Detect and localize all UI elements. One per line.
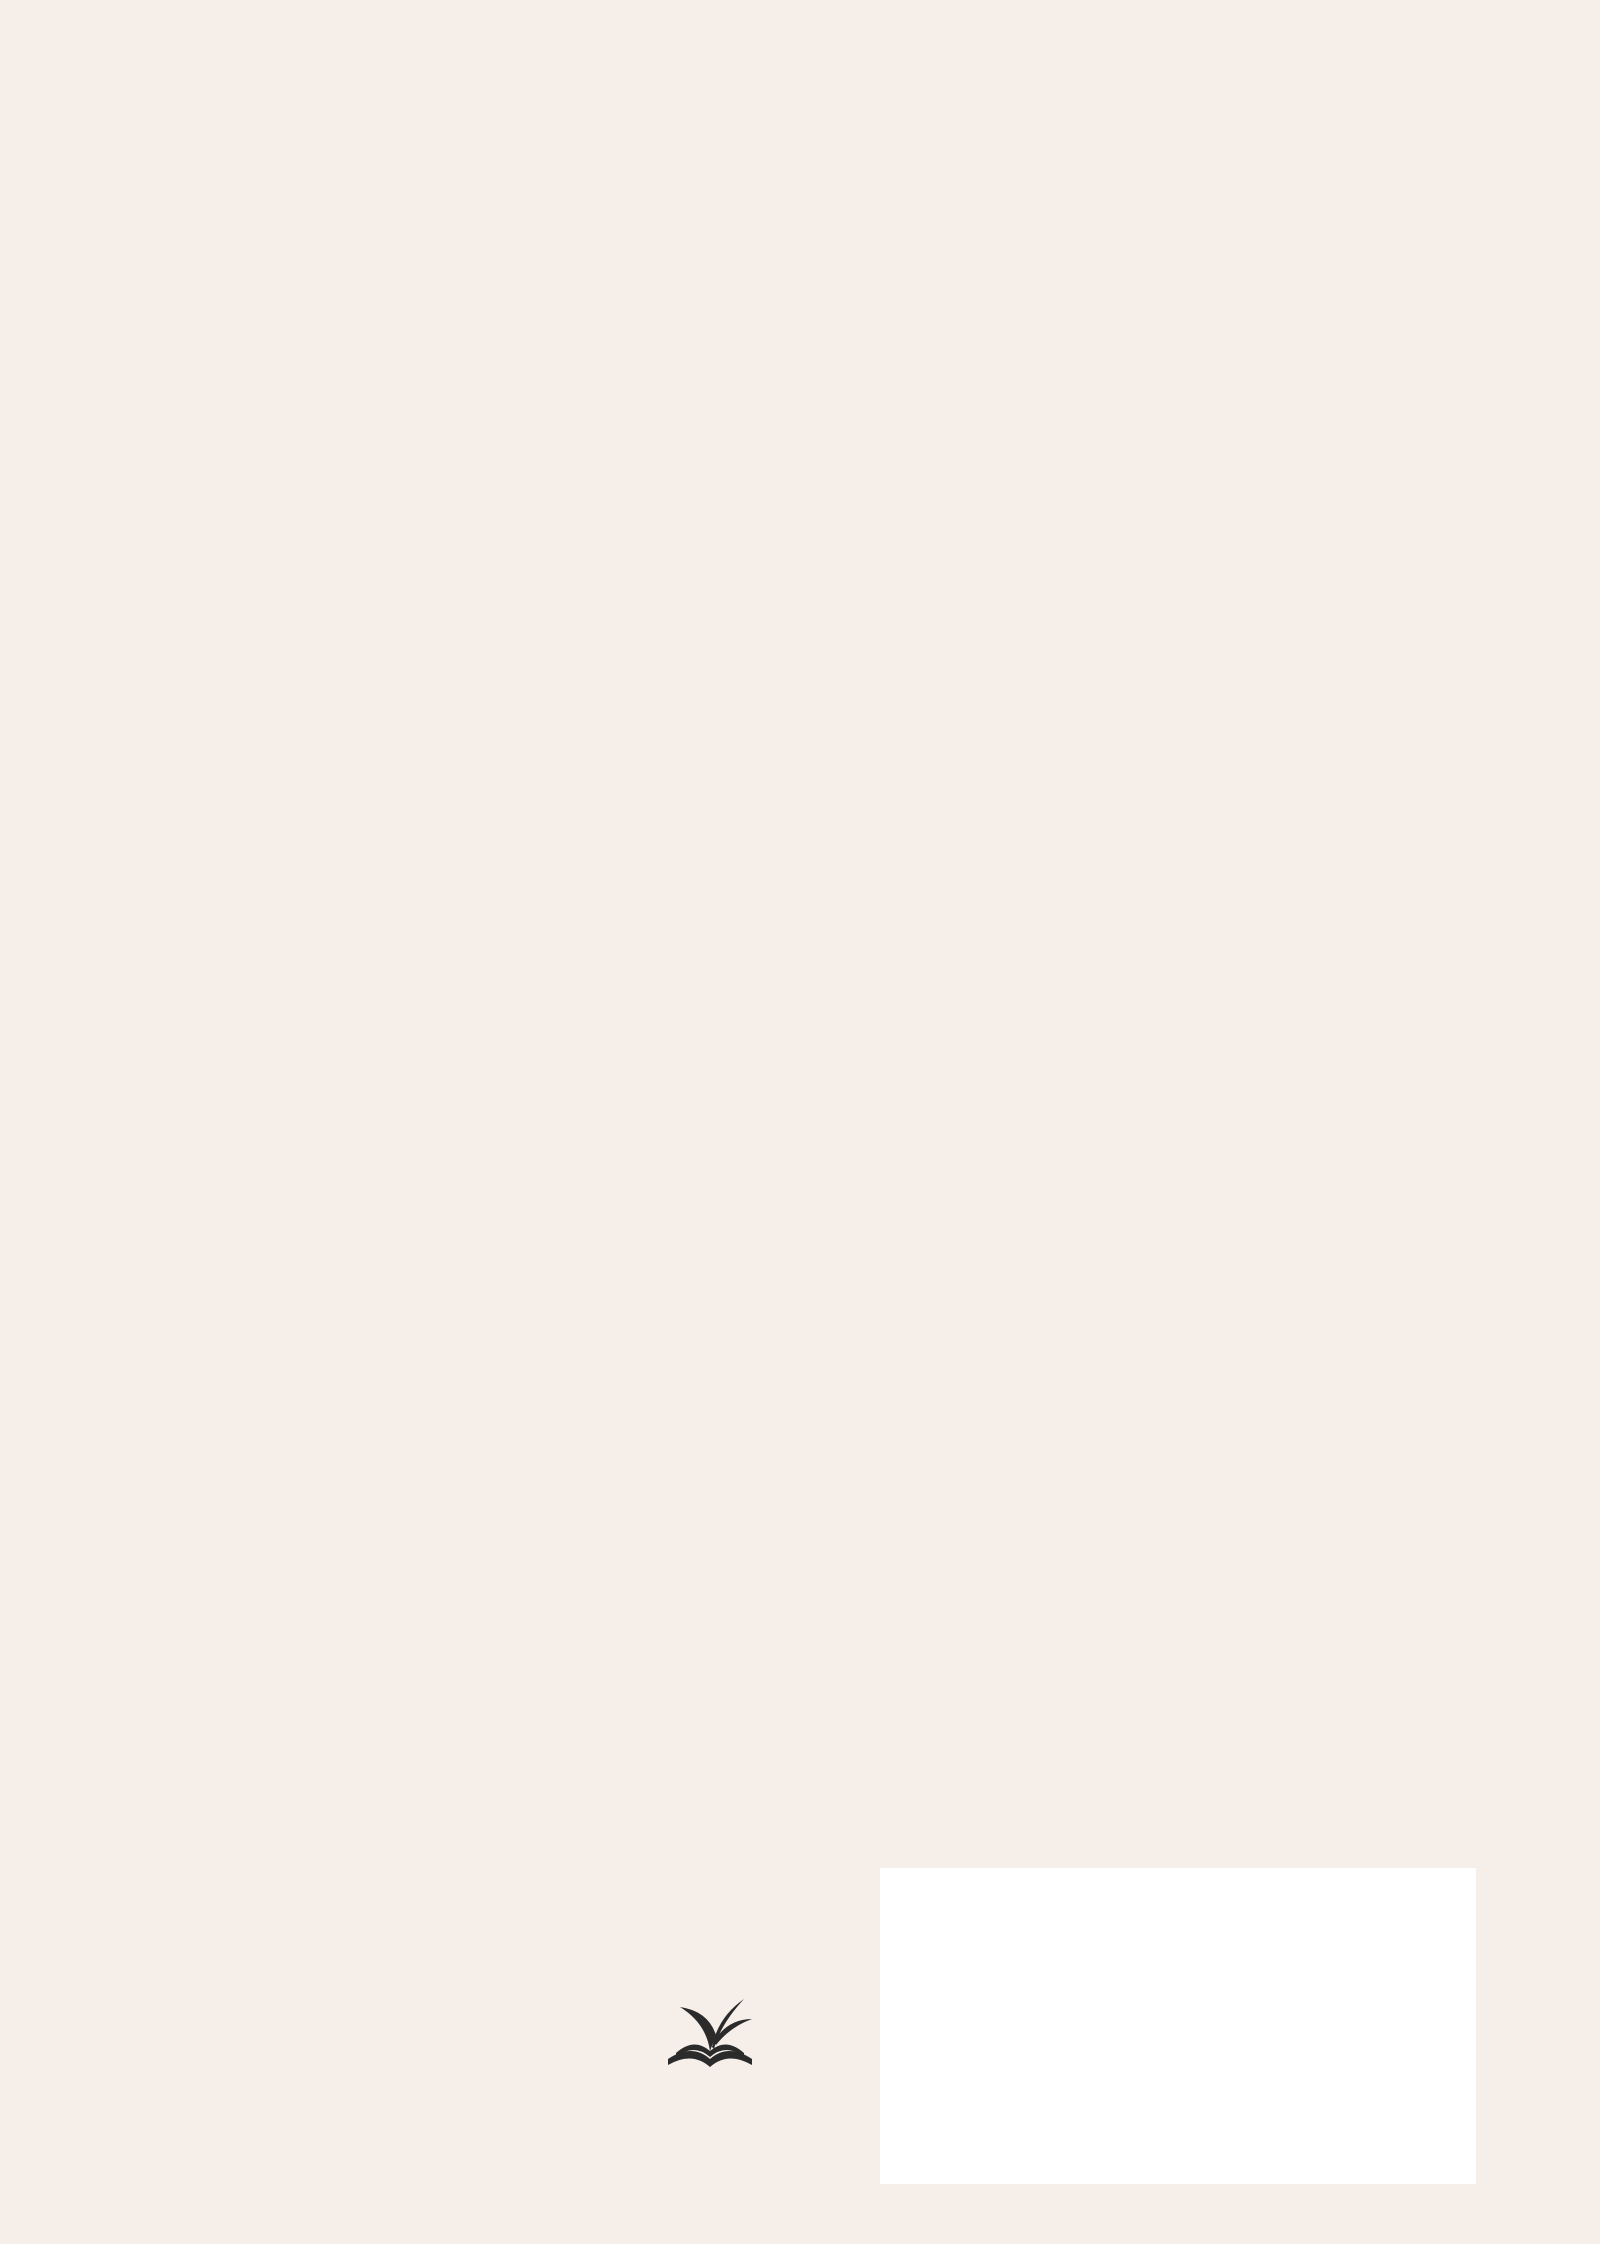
- barcode-panel: [880, 1868, 1476, 2184]
- book-logo-icon: [652, 1985, 768, 2095]
- barcode-icon: [920, 1992, 1270, 2128]
- addon-barcode-icon: [1292, 2018, 1422, 2134]
